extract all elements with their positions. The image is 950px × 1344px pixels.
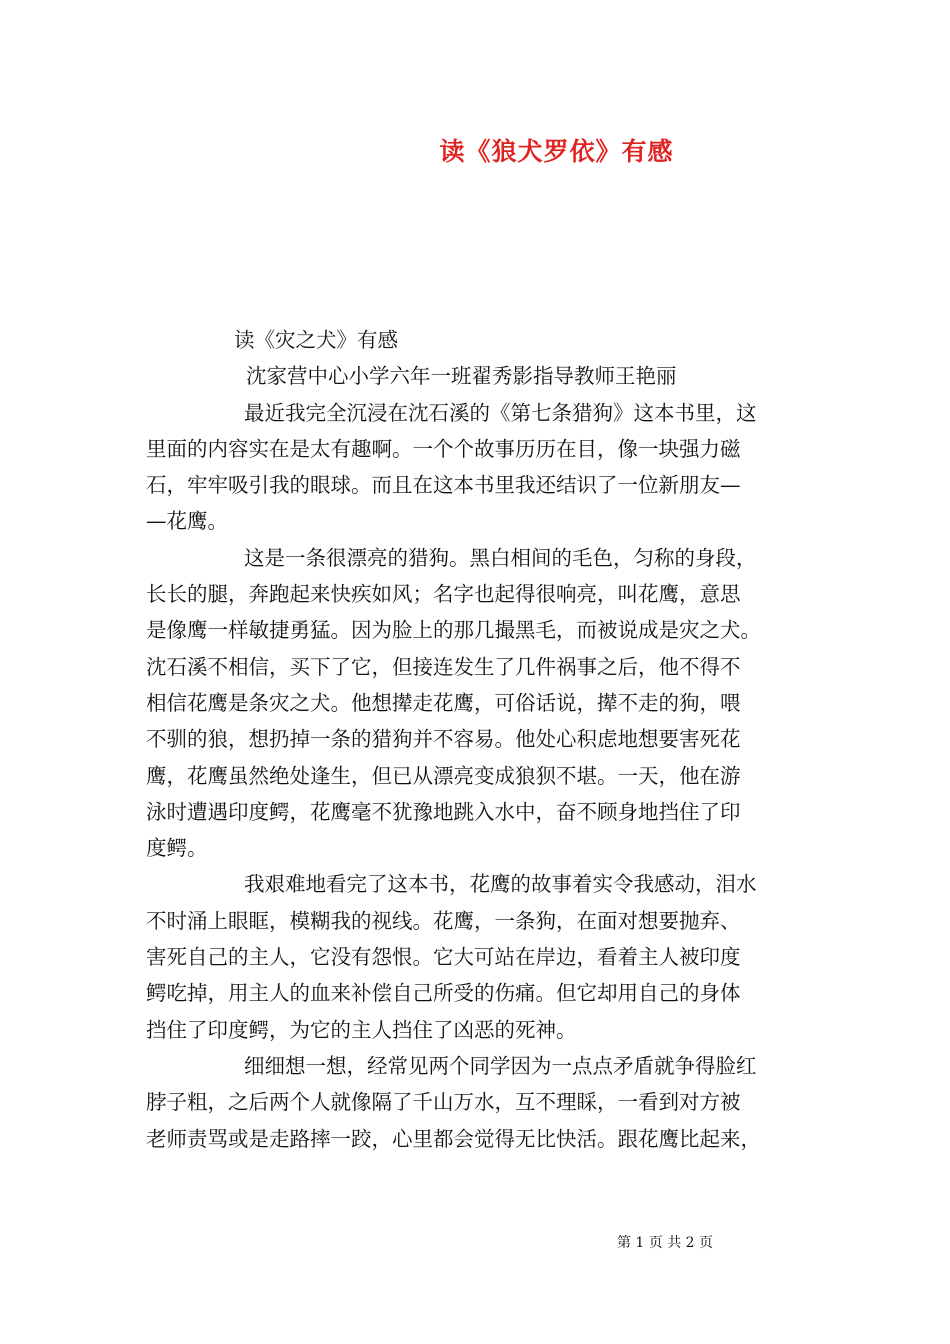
document-title: 读《狼犬罗依》有感 bbox=[439, 137, 674, 166]
paragraph-2-line-5: 相信花鹰是条灾之犬。他想撵走花鹰，可俗话说，撵不走的狗，喂 bbox=[146, 690, 741, 715]
paragraph-3-line-3: 害死自己的主人，它没有怨恨。它大可站在岸边，看着主人被印度 bbox=[146, 945, 741, 970]
paragraph-1-line-1: 最近我完全沉浸在沈石溪的《第七条猎狗》这本书里，这 bbox=[244, 400, 757, 425]
paragraph-2-line-4: 沈石溪不相信，买下了它，但接连发生了几件祸事之后，他不得不 bbox=[146, 654, 741, 679]
paragraph-2-line-7: 鹰，花鹰虽然绝处逢生，但已从漂亮变成狼狈不堪。一天，他在游 bbox=[146, 763, 741, 788]
paragraph-2-line-3: 是像鹰一样敏捷勇猛。因为脸上的那几撮黑毛，而被说成是灾之犬。 bbox=[146, 618, 761, 643]
paragraph-4-line-1: 细细想一想，经常见两个同学因为一点点矛盾就争得脸红 bbox=[244, 1053, 757, 1078]
paragraph-3-line-1: 我艰难地看完了这本书，花鹰的故事着实令我感动，泪水 bbox=[244, 872, 757, 897]
paragraph-3-line-2: 不时涌上眼眶，模糊我的视线。花鹰，一条狗，在面对想要抛弃、 bbox=[146, 908, 741, 933]
paragraph-2-line-1: 这是一条很漂亮的猎狗。黑白相间的毛色，匀称的身段， bbox=[244, 545, 757, 570]
paragraph-2-line-2: 长长的腿，奔跑起来快疾如风；名字也起得很响亮，叫花鹰，意思 bbox=[146, 582, 741, 607]
author-line: 沈家营中心小学六年一班翟秀影指导教师王艳丽 bbox=[246, 364, 677, 389]
paragraph-3-line-4: 鳄吃掉，用主人的血来补偿自己所受的伤痛。但它却用自己的身体 bbox=[146, 981, 741, 1006]
paragraph-4-line-3: 老师责骂或是走路摔一跤，心里都会觉得无比快活。跟花鹰比起来， bbox=[146, 1126, 761, 1151]
paragraph-4-line-2: 脖子粗，之后两个人就像隔了千山万水，互不理睬，一看到对方被 bbox=[146, 1090, 741, 1115]
page-number-footer: 第 1 页 共 2 页 bbox=[616, 1235, 714, 1251]
paragraph-2-line-6: 不驯的狼，想扔掉一条的猎狗并不容易。他处心积虑地想要害死花 bbox=[146, 727, 741, 752]
paragraph-3-line-5: 挡住了印度鳄，为它的主人挡住了凶恶的死神。 bbox=[146, 1017, 577, 1042]
paragraph-1-line-3: 石，牢牢吸引我的眼球。而且在这本书里我还结识了一位新朋友— bbox=[146, 473, 741, 498]
paragraph-1-line-2: 里面的内容实在是太有趣啊。一个个故事历历在目，像一块强力磁 bbox=[146, 436, 741, 461]
paragraph-2-line-8: 泳时遭遇印度鳄，花鹰毫不犹豫地跳入水中，奋不顾身地挡住了印 bbox=[146, 799, 741, 824]
paragraph-2-line-9: 度鳄。 bbox=[146, 836, 208, 861]
subtitle: 读《灾之犬》有感 bbox=[234, 328, 398, 352]
paragraph-1-line-4: —花鹰。 bbox=[146, 509, 228, 534]
document-body bbox=[146, 322, 806, 1157]
